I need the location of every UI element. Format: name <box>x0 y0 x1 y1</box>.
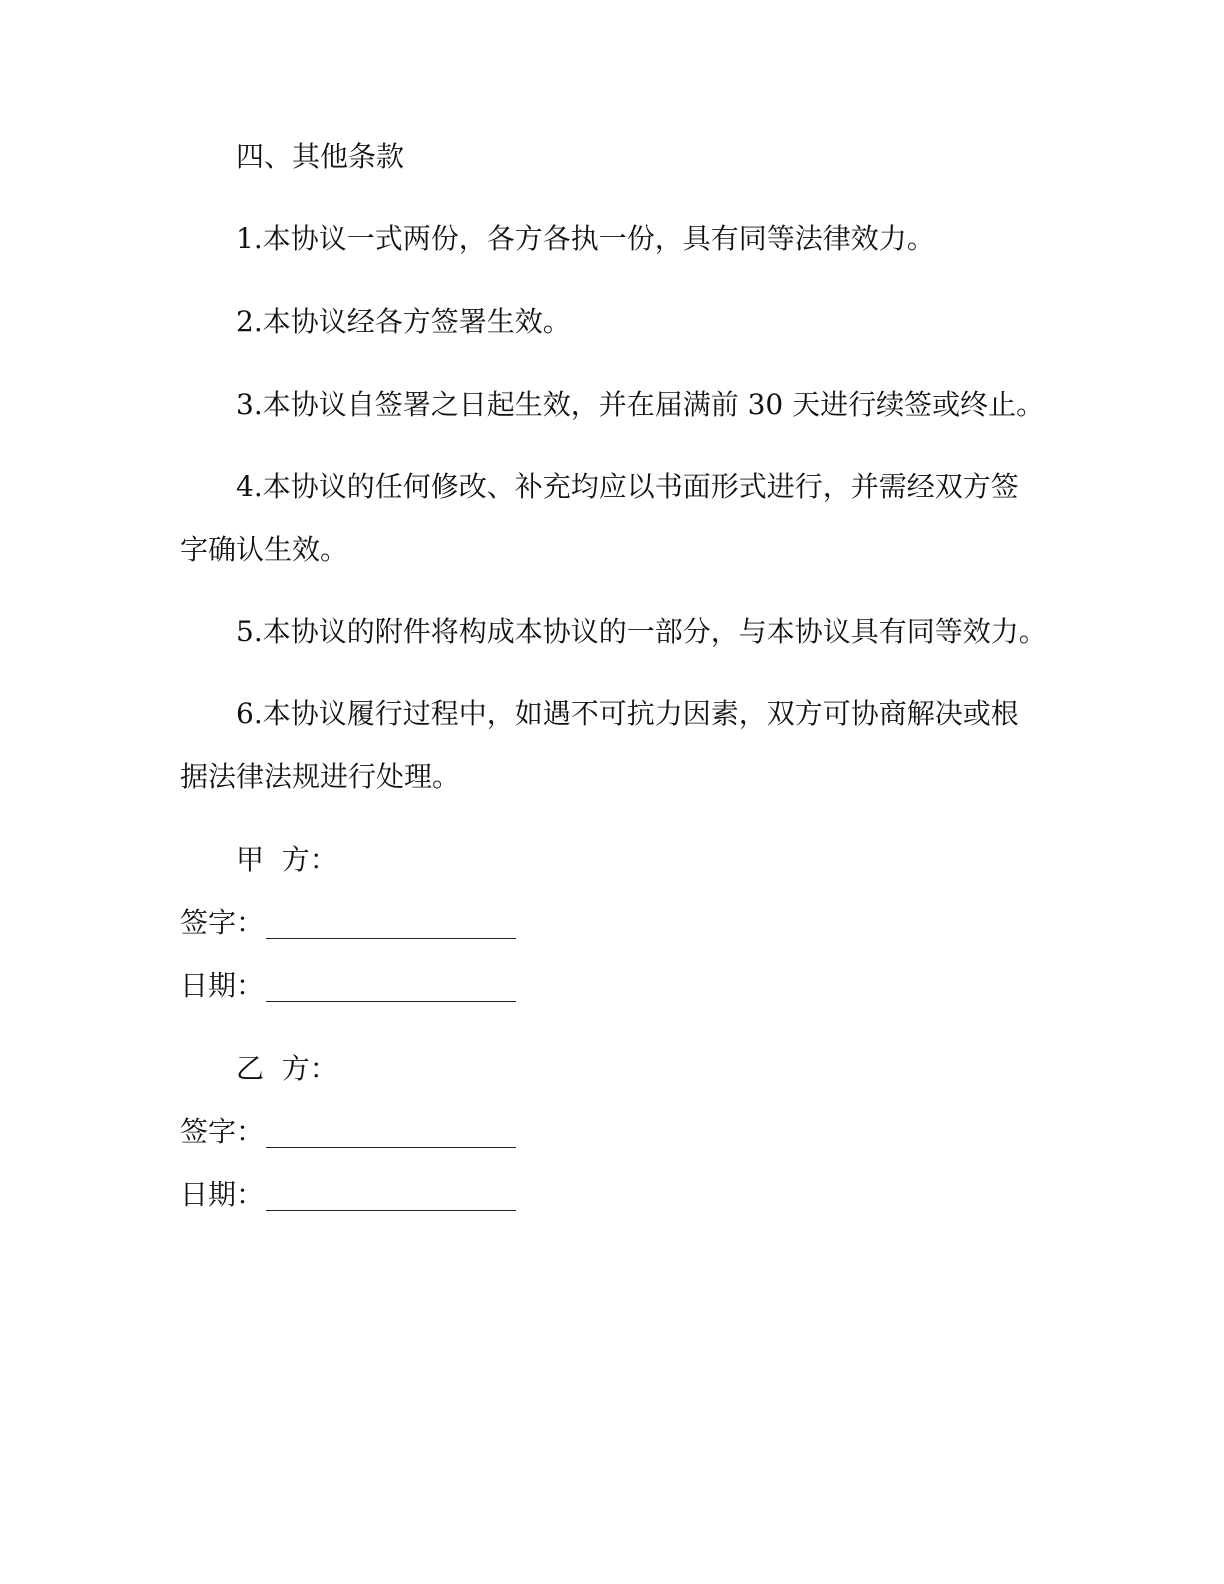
party-b-date-line <box>266 1180 516 1211</box>
party-a-date-label: 日期： <box>180 969 265 1002</box>
party-a-label: 甲 方： <box>236 843 338 876</box>
clause-4-line-2: 字确认生效。 <box>180 533 349 566</box>
clause-2: 2.本协议经各方签署生效。 <box>236 305 571 338</box>
section-heading: 四、其他条款 <box>236 140 405 173</box>
party-a-date-line <box>266 971 516 1002</box>
clause-6-line-1: 6.本协议履行过程中，如遇不可抗力因素，双方可协商解决或根 <box>236 697 1019 730</box>
clause-4-line-1: 4.本协议的任何修改、补充均应以书面形式进行，并需经双方签 <box>236 470 1019 503</box>
party-b-signature-line <box>266 1117 516 1148</box>
party-a-signature-label: 签字： <box>180 906 265 939</box>
party-b-date-row <box>180 1175 516 1215</box>
party-a-date-row <box>180 966 516 1006</box>
clause-3: 3.本协议自签署之日起生效，并在届满前 30 天进行续签或终止。 <box>236 388 1045 421</box>
clause-1: 1.本协议一式两份，各方各执一份，具有同等法律效力。 <box>236 222 935 255</box>
clause-6-line-2: 据法律法规进行处理。 <box>180 760 461 793</box>
party-b-signature-row <box>180 1112 516 1152</box>
clause-5: 5.本协议的附件将构成本协议的一部分，与本协议具有同等效力。 <box>236 615 1047 648</box>
party-a-signature-row <box>180 903 516 943</box>
party-b-label: 乙 方： <box>236 1052 338 1085</box>
party-b-signature-label: 签字： <box>180 1115 265 1148</box>
party-a-signature-line <box>266 908 516 939</box>
party-b-date-label: 日期： <box>180 1178 265 1211</box>
